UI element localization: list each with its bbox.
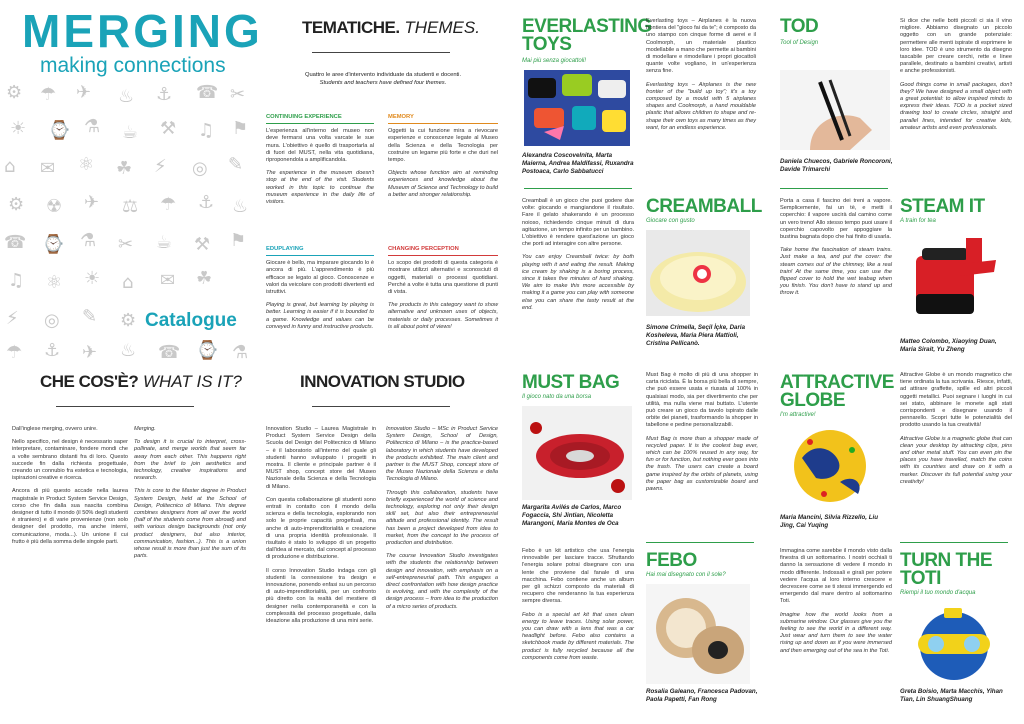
product-authors: Matteo Colombo, Xiaoying Duan, Maria Sirait, Yu Zheng (900, 338, 997, 353)
product-subtitle: Hai mai disegnato con il sole? (646, 572, 726, 578)
product-subtitle: Giocare con gusto (646, 218, 695, 224)
product-desc: Attractive Globe è un mondo magnetico che tiene ordinata la tua scrivania. Riesce, infatti, ad attirare graffette, spille ed altri piccoli oggetti metallici. Puoi segnare i luoghi in cui sei stato, abbinare le monete agli stati corrispondenti e disegnare usando il pennarello. Scopri tutte le potenzialità del prodotto usando la tua creatività! Attractive Globe is a magnetic globe that can clean your desktop by attracting clips, pins and other metal stuff. You can even pin the places you have travelled, match the coins with its countries and draw on it with a marker. Discover its full potential using your creativity! (900, 372, 1012, 485)
what-col-it: Dall'inglese merging, ovvero unire. Nello specifico, nel design è necessario saper interpretare, contaminare, fondere mondi che a volte sembrano distanti fra di loro. Questo succede fin dalla richiesta progettuale, creando un connubio fra estetica e tecnologia, ispirazioni creative e ricerca. Ancora di più questo accade nella laurea magistrale in Product System Service Design, corso che fin dalla sua nascita combina designer di tutto il mondo (il 50% degli studenti è straniero) e di varie provenienze (non solo designer del prodotto, ma anche interni, comunicazione, moda...). Un unione il cui frutto è più della somma delle singole parti. (12, 426, 128, 545)
themes-panel (262, 0, 504, 362)
what-panel (0, 362, 254, 724)
what-title: CHE COS'È? WHAT IS IT? (40, 372, 242, 391)
theme-label: EDUPLAYING (266, 246, 374, 256)
divider (780, 188, 888, 189)
cover-title: MERGING (22, 5, 263, 57)
product-authors: Rosalia Galeano, Francesca Padovan, Paola Papetti, Fan Rong (646, 688, 758, 703)
product-creamball (522, 194, 772, 362)
divider (524, 188, 632, 189)
product-title: FEBO (646, 550, 697, 571)
product-mustbag (522, 362, 772, 538)
product-febo (522, 548, 772, 724)
product-photo (646, 230, 750, 316)
product-authors: Daniela Chuecos, Gabriele Roncoroni, Davide Trimarchi (780, 158, 893, 173)
product-subtitle: Mai più senza giocattoli! (522, 58, 587, 64)
product-desc: Must Bag è molto di più di una shopper in carta riciclata. È la borsa più bella di sempre, che può essere usata e riusata al 100% in qualsiasi modo, sia per divertimento che per utilità, ma nulla viene mai buttato. L'utente può creare un gioco da tavolo ispirato dalle orbite dei pianeti, trasformando la shopper in tabellone e pedine personalizzabili. Must Bag is more than a shopper made of recycled paper. It is the coolest bag ever, which can be 100% reused in any way, for fun or for function, but nothing ever goes into the trash. The users can create a board game inspired by the orbits of planets, using the paper bag as customizable board and pawns. (646, 372, 758, 493)
cover-panel (0, 0, 263, 363)
divider (646, 542, 754, 543)
product-title: TURN THE TOTI (900, 550, 993, 589)
studio-rule (312, 406, 450, 407)
product-everlasting (522, 0, 772, 190)
catalogue-label: Catalogue (142, 310, 240, 332)
product-authors: Alexandra Coscovelnita, Marta Maierna, Andrea Maldifassi, Ruxandra Postoaca, Carlo Sabbatucci (522, 152, 634, 175)
theme-changing: CHANGING PERCEPTION Lo scopo dei prodotti di questa categoria è mostrare utilizzi alternativi e sconosciuti di oggetti, materiali o processi quotidiani. Perché a volte è tutta una questione di punti di vista. The products in this category want to show alternative and unknown uses of objects, materials or daily processes. Sometimes it is all about point of views! (388, 246, 498, 330)
product-subtitle: Riempi il tuo mondo d'acqua (900, 590, 976, 596)
studio-panel (262, 362, 504, 724)
themes-title: TEMATICHE. THEMES. (302, 18, 480, 37)
studio-col-it: Innovation Studio – Laurea Magistrale in Product System Service Design della Scuola del Design del Politecnico di Milano – è il laboratorio all'interno del quale gli studenti hanno sviluppato i progetti in mostra. Il cliente e principale partner è il MUST shop, concept store del Museo Nazionale della Scienza e della Tecnologia di Milano. Con questa collaborazione gli studenti sono entrati in contatto con il mondo della scienza e della tecnologia, esplorando non solo le proprie capacità progettuali, ma anche di auto-imprenditorialità e creazione di una propria identità professionale. Il risultato è stato lo sviluppo di un progetto dall'idea al mercato, dal concept al processo di produzione e distribuzione. Il corso Innovation Studio indaga con gli studenti la connessione tra design e innovazione, ponendo enfasi su un percorso di auto-imprenditorialità, per un confronto più diretto con la realtà del mestiere di designer nella contemporaneità e con la complessità del processo progettuale, dalla ideazione alla produzione di una mini serie. (266, 426, 376, 625)
product-title: CREAMBALL (646, 196, 762, 217)
divider (900, 542, 1008, 543)
product-title: EVERLASTING TOYS (522, 16, 652, 55)
product-globe (780, 362, 1024, 538)
product-subtitle: A train for tea (900, 218, 936, 224)
theme-continuing: CONTINUING EXPERIENCE L'esperienza all'interno del museo non deve fermarsi una volta varcate le sue mura. L'obiettivo è quello di trasportarla al di fuori del MUST, nella vita quotidiana, riproponendola a amplificandola. The experience in the museum doesn't stop at the end of the visit. Students worked in this topic to continue the museum experience in the daily life of visitors. (266, 114, 374, 206)
product-subtitle: Tool of Design (780, 40, 819, 46)
product-authors: Margarita Avilés de Carlos, Marco Fogaccia, Shi Jintian, Nicoletta Marangoni, Maria Montes de Oca (522, 504, 622, 527)
product-subtitle: Il gioco nato da una borsa (522, 394, 592, 400)
product-title: MUST BAG (522, 372, 620, 393)
doodle-pattern: ⚙ ☂ ✈ ♨ ⚓ ☎ ✂ ☀ ⌚ ⚗ ☕ ⚒ ♫ ⚑ ⌂ ✉ ⚛ ☘ ⚡ ◎ ✎ ⚙ ☢ ✈ ⚖ ☂ ⚓ ♨ ☎ ⌚ ⚗ ✂ ☕ ⚒ ⚑ ♫ ⚛ ☀ ⌂ ✉ ☘ ⚡ ◎ ✎ ⚙ ☂ ⚓ ✈ ♨ ☎ ⌚ ⚗ (4, 82, 249, 363)
product-desc: Si dice che nelle botti piccoli ci sia il vino migliore. Abbiamo disegnato un piccolo oggetto con un grande potenziale: permettere alle menti ispirate di esprimere le loro idee. TOD è uno strumento da disegno tascabile per creare cerchi, rette e linee parallele, destinato a bambini creativi, artisti e anche professionisti. Good things come in small packages, don't they? We have designed a small object with a great potential: to allow inspired minds to express their ideas. TOD is a pocket sized drawing tool to create circles, straight and parallel lines, intended for creative kids, amateur artists and even professionals. (900, 18, 1012, 131)
product-steamit (780, 194, 1024, 362)
product-title: TOD (780, 16, 819, 37)
product-photo (900, 602, 1004, 686)
product-tod (780, 0, 1024, 190)
theme-label: CHANGING PERCEPTION (388, 246, 498, 256)
product-authors: Maria Mancini, Silvia Rizzello, Liu Jing, Cai Yuqing (780, 514, 878, 529)
product-photo (524, 70, 630, 146)
studio-col-en: Innovation Studio – MSc in Product Service System Design, School of Design, Politecnico di Milano – is the practice-based laboratory in which students have developed the products exhibited. The main client and partner is the MUST Shop, concept store of the Museo Nazionale della Scienza e della Tecnologia di Milano. Through this collaboration, students have briefly experienced the world of science and technology, exploring not only their design skill set, but also their entrepreneurial attitude and professional identity. The result has been a project developed from idea to market, from the concept to the process of production and distribution. The course Innovation Studio investigates with the students the relationship between design and innovation, with emphasis on a self-entrepreneurial path. This engages a direct confrontation with how design practice is evolving, and with the complexity of the design process – from idea to the production of a micro series of products. (386, 426, 498, 610)
product-desc: Immagina come sarebbe il mondo visto dalla finestra di un sottomarino. I nostri occhiali ti danno la sensazione di vedere il mondo in modo differente. Indossali e girali per potere vedere l'acqua al loro interno crescere e decrescere come se ti stessi immergendo ed emergendo dal mare dentro al sottomarino Toti. Imagine how the world looks from a submarine window. Our glasses give you the feeling to see the world in a different way. Just wear and turn them to see the water rising up and down as if you were immersed and then emerging out of the sea in the Toti. (780, 548, 892, 654)
product-photo (780, 70, 890, 150)
theme-eduplaying: EDUPLAYING Giocare è bello, ma imparare giocando lo è ancora di più. L'apprendimento è più efficace se legato al gioco. Conoscenze e valori da veicolare con prodotti divertenti ed istruttivi. Playing is great, but learning by playing is better. Learning is easier if it is bounded to a game. Knowledge and values can be conveyed in funny and instructive products. (266, 246, 374, 330)
cover-subtitle: making connections (40, 54, 226, 77)
product-photo (646, 584, 750, 684)
what-col-en: Merging. To design it is crucial to interpret, cross-pollinate, and merge worlds that seem far away from each other. This happens right from the brief to join aesthetics and technology, creative inspirations and research. This is core to the Master degree in Product System Design, held at the School of Design, Politecnico di Milano. This degree combines designers from all over the world (half of the students come from abroad) and with various design backgrounds (not only product designers, but also interior, communication, fashion...). This is a union whose result is more than just the sum of its parts. (134, 426, 246, 560)
product-desc: Febo è un kit artistico che usa l'energia rinnovabile per lasciare tracce. Sfruttando l'energia solare potrai disegnare con una lente che proviene dal fanale di una macchina. Febo contiene anche un album per gli schizzi composto da materiali di recupero che renderanno la tua esperienza sempre diversa. Febo is a special art kit that uses clean energy to leave traces. Using solar power, you can draw with a lens that was a car headlight before. Febo also contains a sketchbook made by different materials. The product is fully recycled because all the components come from waste. (522, 548, 634, 661)
product-desc: Creamball è un gioco che puoi godere due volte: giocando e mangiandone il risultato. Fare il gelato shakerando è un processo noioso, richiedendo cinque minuti di dura agitazione, un tempo infinito per un bambino. L'obiettivo è rendere quest'azione un gioco che porti ad interagire con altre persone. You can enjoy Creamball twice: by both playing with it and eating the result. Making ice cream by shaking is a boring process, since it takes five minutes of hard shaking. We aim to make this more accessible by making it a game you can play with someone else you can share the tasty result at the end. (522, 198, 634, 311)
product-authors: Greta Boisio, Marta Macchis, Yihan Tian, Lin ShuangShuang (900, 688, 1003, 703)
theme-memory: MEMORY Oggetti la cui funzione mira a rievocare esperienze e conoscenze legate al Museo della Scienza e della Tecnologia per costruire un legame più forte e che duri nel tempo. Objects whose function aim at reminding experiences and knowledge about the Museum of Science and Technology to build a better and stronger relationship. (388, 114, 498, 198)
themes-intro: Quattro le aree d'intervento individuate da studenti e docenti. Students and teachers have defined four themes. (304, 72, 462, 86)
what-rule (56, 406, 194, 407)
theme-label: CONTINUING EXPERIENCE (266, 114, 374, 124)
product-title: STEAM IT (900, 196, 985, 217)
theme-label: MEMORY (388, 114, 498, 124)
product-desc: Everlasting toys – Airplanes è la nuova frontiera del "gioco fai da te"; è composto da uno stampo con cinque forme di aerei e il Coolmorph, un materiale plastico modellabile a mano che permette ai bambini di modellare e rimodellare i propri giocattoli quante volte vogliano, in un'esperienza senza fine. Everlasting toys – Airplanes is the new frontier of the "build up toy"; it's a toy composed by a mould with 5 airplanes shapes and Coolmorph, a hand mouldable plastic that allows children to shape and re-shape their own toys as many times as they want, for an endless experience. (646, 18, 756, 131)
product-photo (780, 422, 884, 508)
product-subtitle: I'm attractive! (780, 412, 816, 418)
product-turn (780, 548, 1024, 724)
studio-title: INNOVATION STUDIO (300, 372, 465, 391)
product-photo (522, 406, 632, 500)
product-authors: Simone Crimella, Seçil İçke, Daria Kosheleva, Maria Piera Mattioli, Cristina Pellicanò. (646, 324, 746, 347)
product-title: ATTRACTIVE GLOBE (780, 372, 894, 411)
product-desc: Porta a casa il fascino dei treni a vapore. Semplicemente, fai un tè, e metti il coperchio: il vapore uscirà dal camino come un vero treno! Allo stesso tempo puoi usare il coperchio capovolto per appoggiare la bustina bagnata dopo che hai finito di usarla. Take home the fascination of steam trains. Just make a tea, and put the cover: the steam comes out of the chimney, like a real train! At the same time, you can use the flipped cover to hold the wet teabag when you finish. You don't have to stand up and throw it. (780, 198, 892, 297)
product-photo (900, 230, 1004, 326)
themes-rule (312, 52, 450, 53)
